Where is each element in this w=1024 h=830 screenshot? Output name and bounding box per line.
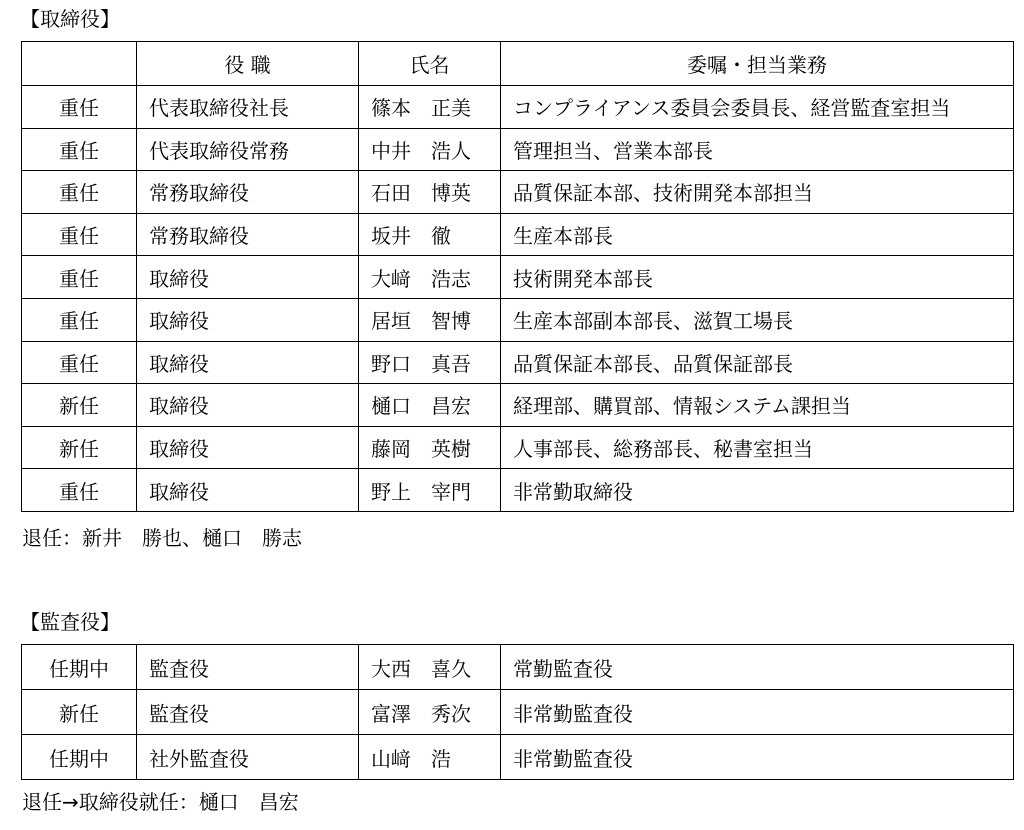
duties-cell: 品質保証本部、技術開発本部担当 <box>501 171 1014 214</box>
duties-cell: 生産本部長 <box>501 213 1014 256</box>
name-cell: 大西 喜久 <box>359 645 501 690</box>
duties-cell: コンプライアンス委員会委員長、経営監査室担当 <box>501 86 1014 129</box>
table-row <box>22 735 1014 780</box>
name-cell: 藤岡 英樹 <box>359 426 501 469</box>
directors-table <box>21 41 1014 512</box>
name-cell: 居垣 智博 <box>359 298 501 341</box>
position-cell: 取締役 <box>137 469 359 512</box>
name-cell: 石田 博英 <box>359 171 501 214</box>
header-position: 役 職 <box>137 42 359 86</box>
table-row <box>22 690 1014 735</box>
position-cell: 取締役 <box>137 256 359 299</box>
table-row <box>22 256 1014 299</box>
status-cell: 重任 <box>22 213 137 256</box>
auditors-retired-note: 退任→取締役就任：樋口 昌宏 <box>22 790 299 814</box>
table-row <box>22 384 1014 427</box>
directors-header-row <box>22 42 1014 86</box>
name-cell: 篠本 正美 <box>359 86 501 129</box>
table-row <box>22 426 1014 469</box>
table-row <box>22 645 1014 690</box>
directors-retired-note: 退任：新井 勝也、樋口 勝志 <box>22 526 302 550</box>
position-cell: 監査役 <box>137 690 359 735</box>
position-cell: 代表取締役常務 <box>137 128 359 171</box>
table-row <box>22 128 1014 171</box>
name-cell: 大﨑 浩志 <box>359 256 501 299</box>
name-cell: 野上 宰門 <box>359 469 501 512</box>
status-cell: 重任 <box>22 128 137 171</box>
status-cell: 任期中 <box>22 735 137 780</box>
status-cell: 重任 <box>22 86 137 129</box>
name-cell: 山﨑 浩 <box>359 735 501 780</box>
table-row <box>22 213 1014 256</box>
status-cell: 新任 <box>22 690 137 735</box>
position-cell: 監査役 <box>137 645 359 690</box>
position-cell: 取締役 <box>137 298 359 341</box>
position-cell: 常務取締役 <box>137 171 359 214</box>
status-cell: 任期中 <box>22 645 137 690</box>
directors-section-title: 【取締役】 <box>20 7 120 31</box>
duties-cell: 技術開発本部長 <box>501 256 1014 299</box>
auditors-table <box>21 644 1014 780</box>
name-cell: 野口 真吾 <box>359 341 501 384</box>
status-cell: 重任 <box>22 171 137 214</box>
name-cell: 中井 浩人 <box>359 128 501 171</box>
position-cell: 取締役 <box>137 341 359 384</box>
duties-cell: 人事部長、総務部長、秘書室担当 <box>501 426 1014 469</box>
duties-cell: 非常勤監査役 <box>501 735 1014 780</box>
table-row <box>22 298 1014 341</box>
position-cell: 代表取締役社長 <box>137 86 359 129</box>
duties-cell: 常勤監査役 <box>501 645 1014 690</box>
duties-cell: 非常勤取締役 <box>501 469 1014 512</box>
position-cell: 社外監査役 <box>137 735 359 780</box>
duties-cell: 品質保証本部長、品質保証部長 <box>501 341 1014 384</box>
duties-cell: 非常勤監査役 <box>501 690 1014 735</box>
header-name: 氏名 <box>359 42 501 86</box>
duties-cell: 経理部、購買部、情報システム課担当 <box>501 384 1014 427</box>
header-duties: 委嘱・担当業務 <box>501 42 1014 86</box>
table-row <box>22 469 1014 512</box>
position-cell: 常務取締役 <box>137 213 359 256</box>
status-cell: 重任 <box>22 256 137 299</box>
status-cell: 新任 <box>22 384 137 427</box>
name-cell: 樋口 昌宏 <box>359 384 501 427</box>
table-row <box>22 86 1014 129</box>
status-cell: 重任 <box>22 341 137 384</box>
name-cell: 富澤 秀次 <box>359 690 501 735</box>
status-cell: 新任 <box>22 426 137 469</box>
duties-cell: 生産本部副本部長、滋賀工場長 <box>501 298 1014 341</box>
table-row <box>22 171 1014 214</box>
duties-cell: 管理担当、営業本部長 <box>501 128 1014 171</box>
status-cell: 重任 <box>22 298 137 341</box>
name-cell: 坂井 徹 <box>359 213 501 256</box>
position-cell: 取締役 <box>137 384 359 427</box>
position-cell: 取締役 <box>137 426 359 469</box>
header-status <box>22 42 137 86</box>
auditors-section-title: 【監査役】 <box>20 610 120 634</box>
status-cell: 重任 <box>22 469 137 512</box>
table-row <box>22 341 1014 384</box>
